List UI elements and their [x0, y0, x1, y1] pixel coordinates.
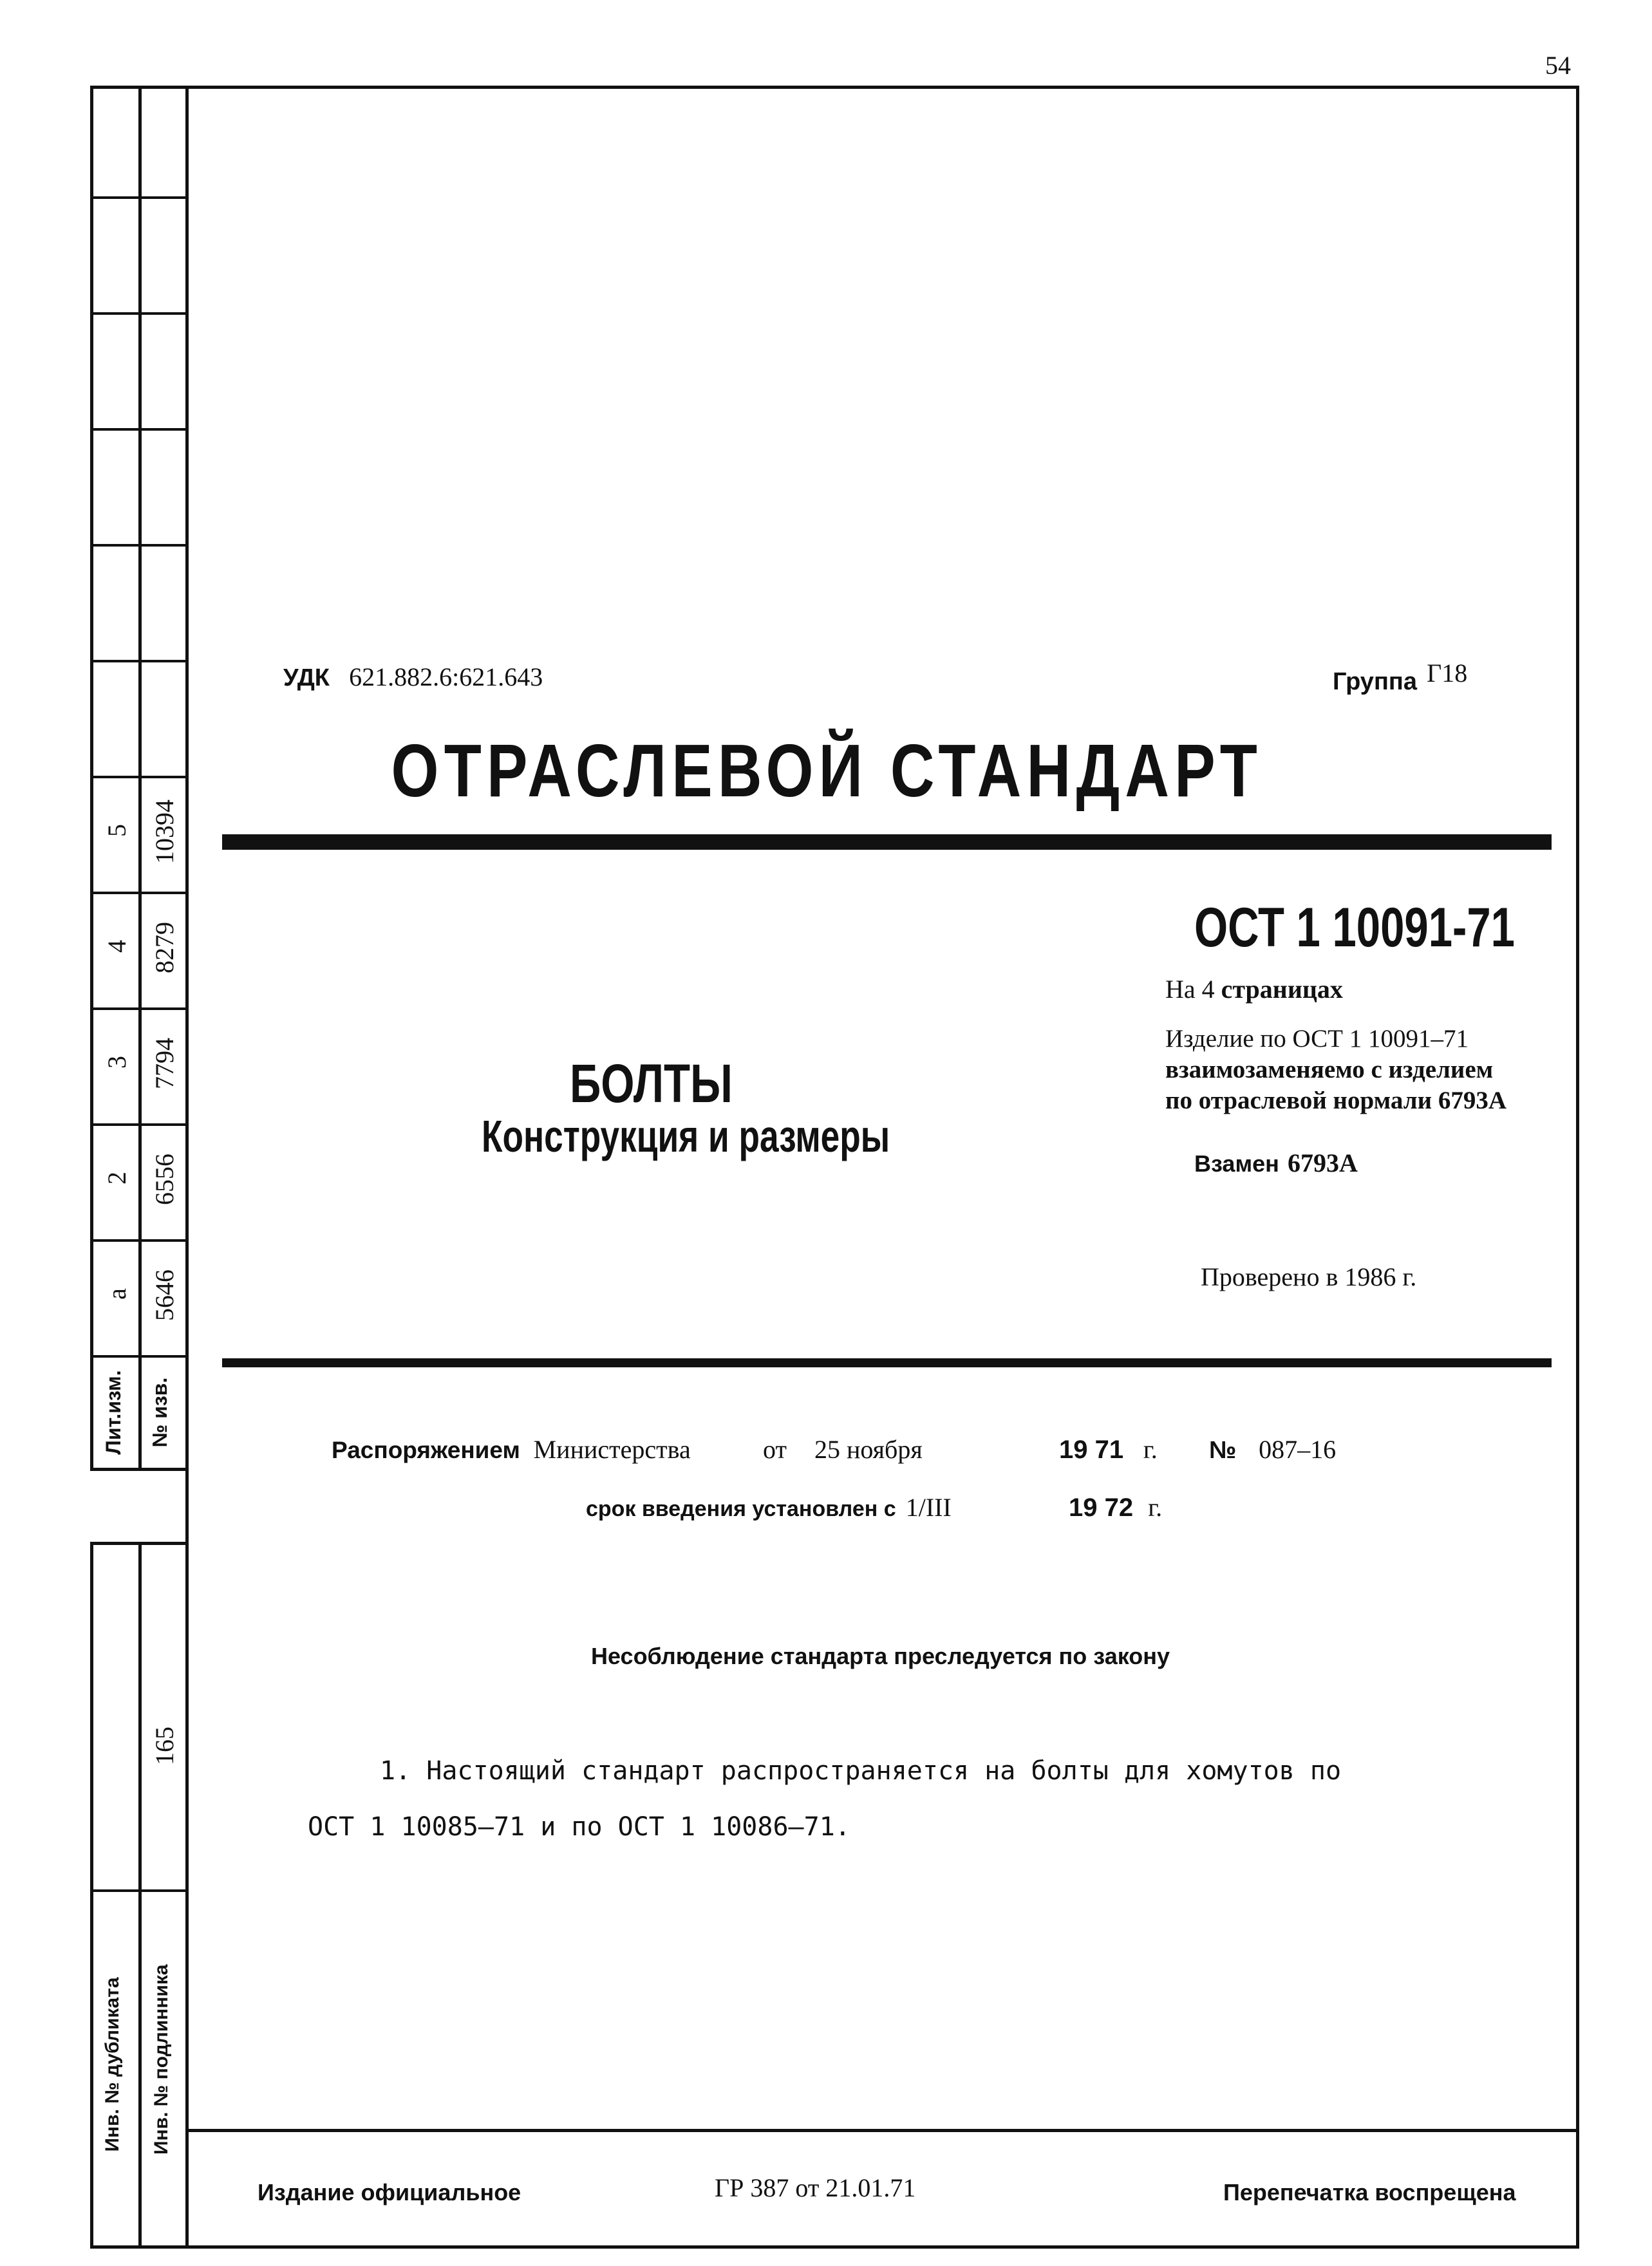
- group-label: Группа: [1333, 668, 1417, 695]
- clause-1-line-2: ОСТ 1 10085–71 и по ОСТ 1 10086–71.: [308, 1812, 850, 1842]
- margin-number-6556: 6556: [150, 1154, 179, 1205]
- margin-letter-3: 3: [102, 1056, 131, 1069]
- margin-number-8279: 8279: [150, 922, 179, 973]
- interchange-note: [1165, 1024, 1507, 1116]
- udk-value: 621.882.6:621.643: [349, 662, 543, 691]
- checked-note: Проверено в 1986 г.: [1201, 1262, 1417, 1291]
- document-title: ОТРАСЛЕВОЙ СТАНДАРТ: [391, 729, 1263, 812]
- product-subtitle: Конструкция и размеры: [482, 1111, 890, 1161]
- order-label: Распоряжением: [332, 1437, 520, 1463]
- interchange-line-2: взаимозаменяемо с изделием: [1165, 1056, 1494, 1083]
- order-year: 19 71: [1059, 1436, 1124, 1464]
- footer-divider: [185, 2129, 1579, 2132]
- introduction-line: [586, 1492, 952, 1522]
- order-number-group: [1209, 1434, 1336, 1465]
- order-year-suffix: г.: [1143, 1435, 1158, 1464]
- standard-code: ОСТ 1 10091-71: [1194, 897, 1515, 959]
- pages-line: [1165, 974, 1343, 1004]
- page-number: 54: [1545, 51, 1571, 80]
- group-line: [1333, 658, 1467, 696]
- interchange-line-1: Изделие по ОСТ 1 10091–71: [1165, 1025, 1469, 1053]
- udk-label: УДК: [283, 664, 330, 691]
- order-from: от: [763, 1435, 787, 1464]
- margin-lit-label: Лит.изм.: [102, 1370, 125, 1455]
- title-rule: [222, 834, 1552, 850]
- order-date: 25 ноября: [814, 1435, 923, 1464]
- margin-number-5646: 5646: [150, 1269, 179, 1321]
- margin-letter-a: а: [102, 1288, 131, 1300]
- footer-registration: ГР 387 от 21.01.71: [715, 2173, 916, 2202]
- footer-reprint: Перепечатка воспрещена: [1223, 2179, 1516, 2205]
- introduction-year-suffix: г.: [1148, 1493, 1163, 1522]
- clause-1-line-1: 1. Настоящий стандарт распространяется на болты для хомутов по: [380, 1756, 1342, 1786]
- introduction-year-group: [1069, 1492, 1162, 1522]
- margin-notice-label: № изв.: [148, 1377, 171, 1448]
- footer-edition: Издание официальное: [258, 2179, 521, 2205]
- replaces-label: Взамен: [1194, 1150, 1279, 1177]
- margin-number-10394: 10394: [150, 800, 179, 864]
- inventory-original-label: Инв. № подлинника: [151, 1964, 172, 2155]
- group-value: Г18: [1427, 659, 1468, 688]
- replaces-line: [1194, 1148, 1358, 1178]
- introduction-label: срок введения установлен с: [586, 1497, 896, 1521]
- order-number: 087–16: [1259, 1435, 1337, 1464]
- order-ministry: Министерства: [533, 1435, 691, 1464]
- inventory-duplicate-label: Инв. № дубликата: [102, 1977, 123, 2152]
- margin-number-7794: 7794: [150, 1038, 179, 1089]
- order-number-label: №: [1209, 1437, 1237, 1464]
- order-year-group: [1059, 1434, 1158, 1465]
- introduction-year: 19 72: [1069, 1494, 1134, 1522]
- interchange-line-3: по отраслевой нормали 6793А: [1165, 1087, 1507, 1114]
- header-bottom-rule: [222, 1358, 1552, 1367]
- inventory-number: 165: [150, 1727, 179, 1765]
- order-line: [332, 1434, 691, 1465]
- pages-count: На 4: [1165, 975, 1215, 1004]
- pages-word: страницах: [1221, 975, 1343, 1004]
- product-name: БОЛТЫ: [570, 1053, 733, 1114]
- replaces-value: 6793А: [1287, 1148, 1358, 1177]
- introduction-date: 1/III: [905, 1493, 952, 1522]
- document-frame: [185, 86, 1579, 2249]
- margin-letter-4: 4: [102, 940, 131, 953]
- law-notice: Несоблюдение стандарта преследуется по закону: [591, 1643, 1170, 1669]
- margin-letter-5: 5: [102, 824, 131, 837]
- udk-line: [283, 662, 543, 692]
- margin-letter-2: 2: [102, 1172, 131, 1184]
